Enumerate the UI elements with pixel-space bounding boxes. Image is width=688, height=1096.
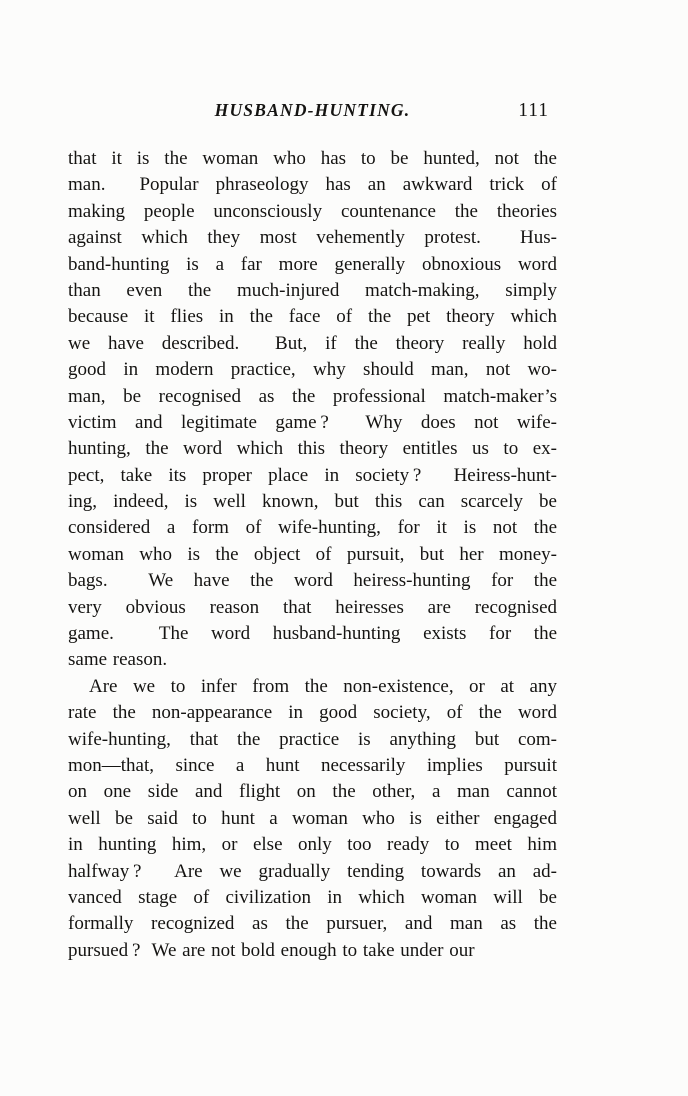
text-line: rate the non-appearance in good society, of the word xyxy=(68,702,557,724)
text-line: pect, take its proper place in society ? Heiress-hunt- xyxy=(68,464,557,486)
text-line: good in modern practice, why should man, not wo- xyxy=(68,359,557,381)
text-line: because it flies in the face of the pet theory which xyxy=(68,306,557,328)
text-line: making people unconsciously countenance the theories xyxy=(68,200,557,222)
text-line: same reason. xyxy=(68,649,168,671)
text-line: hunting, the word which this theory entitles us to ex- xyxy=(68,438,557,460)
text-line: that it is the woman who has to be hunted, not the xyxy=(68,148,557,169)
text-line: man. Popular phraseology has an awkward trick of xyxy=(68,174,557,196)
running-title: HUSBAND-HUNTING. xyxy=(214,100,411,120)
text-line: against which they most vehemently protest. Hus- xyxy=(68,227,557,249)
text-line: Are we to infer from the non-existence, or at any xyxy=(89,675,557,697)
text-line: very obvious reason that heiresses are recognised xyxy=(68,596,557,618)
text-line: vanced stage of civilization in which woman will be xyxy=(68,886,557,908)
text-line: considered a form of wife-hunting, for it is not the xyxy=(68,517,557,539)
text-line: well be said to hunt a woman who is either engaged xyxy=(68,807,557,829)
text-line: on one side and flight on the other, a man cannot xyxy=(68,781,557,803)
text-line: halfway ? Are we gradually tending towards an ad- xyxy=(68,860,557,882)
running-header xyxy=(68,100,557,124)
text-line: ing, indeed, is well known, but this can scarcely be xyxy=(68,491,557,513)
text-line: pursued ? We are not bold enough to take under our xyxy=(68,939,475,961)
text-line: we have described. But, if the theory really hold xyxy=(68,332,557,354)
text-line: than even the much-injured match-making, simply xyxy=(68,279,557,301)
text-line: man, be recognised as the professional match-maker’s xyxy=(68,385,557,407)
text-line: game. The word husband-hunting exists for the xyxy=(68,623,557,645)
text-line: formally recognized as the pursuer, and man as the xyxy=(68,913,557,935)
body-text xyxy=(68,146,557,964)
text-line: bags. We have the word heiress-hunting for the xyxy=(68,570,557,592)
text-line: victim and legitimate game ? Why does not wife- xyxy=(68,411,557,433)
text-line: in hunting him, or else only too ready to meet him xyxy=(68,834,557,856)
page-number: 111 xyxy=(518,100,549,121)
text-line: band-hunting is a far more generally obnoxious word xyxy=(68,253,557,275)
text-line: mon—that, since a hunt necessarily implies pursuit xyxy=(68,754,557,776)
text-line: wife-hunting, that the practice is anything but com- xyxy=(68,728,557,750)
text-line: woman who is the object of pursuit, but her money- xyxy=(68,543,557,565)
